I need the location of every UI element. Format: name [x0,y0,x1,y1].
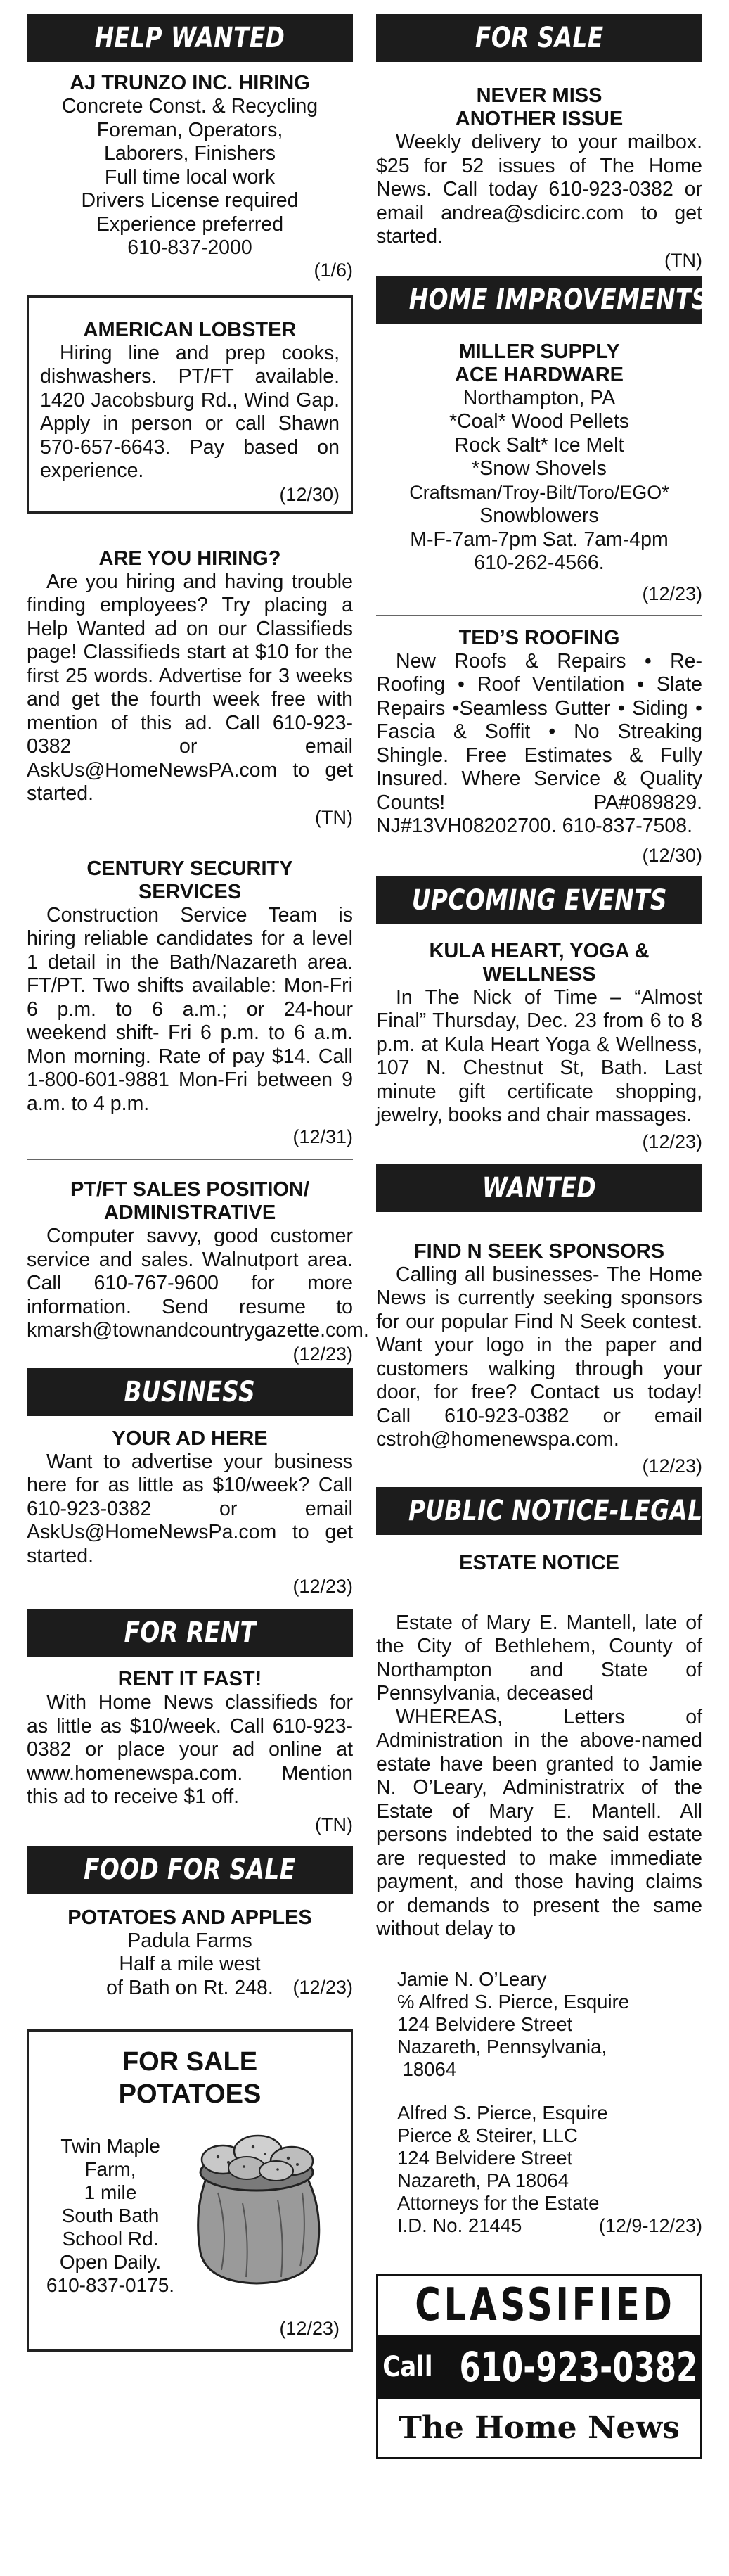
logo-classified-word: CLASSIFIED [415,2278,676,2331]
business-banner: BUSINESS [27,1368,353,1416]
food-for-sale-banner: FOOD FOR SALE [27,1846,353,1894]
ad-line: 1 mile [84,2181,137,2203]
ad-code: (12/23) [642,582,702,604]
ad-title: KULA HEART, YOGA & [429,939,650,962]
ad-line: Snowblowers [479,504,599,527]
ad-title: AJ TRUNZO INC. HIRING [70,72,310,94]
ad-line: Rock Salt* Ice Melt [454,433,624,457]
ad-line: Farm, [84,2158,136,2180]
ad-code: (12/30) [279,483,340,505]
ad-never-miss [376,84,702,272]
ad-code: (12/23) [279,2318,340,2339]
ad-your-ad-here [27,1427,353,1598]
potato-ad-text [40,2134,181,2297]
ad-code: (TN) [664,249,702,271]
ad-line: Laborers, Finishers [104,142,276,165]
left-column [27,14,369,2352]
ad-title: WELLNESS [482,962,596,986]
ad-title: POTATOES [118,2079,262,2109]
home-improvements-banner: HOME IMPROVEMENTS [376,276,702,324]
ad-title: AMERICAN LOBSTER [83,318,297,341]
address-line: ℅ Alfred S. Pierce, Esquire [397,1990,630,2013]
ad-body: Computer savvy, good customer service and sales. Walnutport area. Call 610-767-9600 for more information. Send resume to kmarsh@townandcountrygazette.com. [27,1225,369,1341]
classified-logo [376,2274,702,2459]
ad-code: (TN) [315,1813,353,1835]
address-line: 124 Belvidere Street [397,2146,573,2169]
ad-estate-notice [376,1552,702,2237]
logo-paper-name: The Home News [399,2409,680,2446]
ad-phone: 610-262-4566. [474,551,605,574]
ad-line: *Snow Shovels [472,457,607,480]
ad-code: (12/23) [292,1576,353,1597]
ad-body: With Home News classifieds for as little as $10/week. Call 610-923-0382 or place your ad online at www.homenewspa.com. Mention this ad to receive $1 off. [27,1691,353,1808]
ad-line: Concrete Const. & Recycling [61,95,318,117]
ad-code: (12/23) [292,1343,353,1365]
ad-title: ANOTHER ISSUE [455,108,624,130]
ad-line: Foreman, Operators, [96,118,283,141]
ad-line: Padula Farms [127,1929,252,1952]
ad-body: Hiring line and prep cooks, dishwashers. PT/FT available. 1420 Jacobsburg Rd., Wind Gap. Apply in person or call Shawn 570-657-6643. Pay based on experience. [40,341,340,482]
ad-line: Drivers License required [81,189,299,212]
wanted-banner: WANTED [376,1164,702,1212]
address-line: Nazareth, Pennsylvania, [397,2035,607,2058]
separator [27,1159,353,1160]
ad-phone: 610-837-0175. [46,2274,175,2296]
ad-code: (12/30) [642,844,702,866]
ad-american-lobster [27,295,353,514]
ad-title: POTATOES AND APPLES [67,1906,312,1929]
ad-phone: 610-837-2000 [127,236,252,259]
ad-title: YOUR AD HERE [112,1427,268,1450]
ad-body: Are you hiring and having trouble finding employees? Try placing a Help Wanted ad on our Classifieds page! Classifieds start at $10 for the first 25 words. Advertise for 3 weeks and get the fourth week free with mention of this ad. Call 610-923-0382 or email AskUs@HomeNewsPA.com to get started. [27,570,353,805]
ad-for-sale-potatoes [27,2029,353,2352]
ad-title: ADMINISTRATIVE [103,1201,276,1224]
ad-code: (1/6) [314,259,353,281]
ad-line: of Bath on Rt. 248. [106,1976,273,1999]
ad-title: CENTURY SECURITY [86,857,293,880]
ad-body: In The Nick of Time – “Almost Final” Thursday, Dec. 23 from 6 to 8 p.m. at Kula Heart Yoga & Wellness, 107 N. Chestnut St, Bath. Last minute gift certificate shopping, jewelry, books and chair massages. [376,986,702,1126]
help-wanted-banner: HELP WANTED [27,14,353,62]
ad-code: (12/31) [292,1126,353,1147]
ad-century-security [27,857,353,1149]
address-line: Pierce & Steirer, LLC [397,2124,578,2146]
ad-body: New Roofs & Repairs • Re-Roofing • Roof Ventilation • Slate Repairs •Seamless Gutter • Siding • Fascia & Soffit • No Streaking Shingle. Free Estimates & Fully Insured. Where Service & Quality Counts! PA#089829. NJ#13VH08202700. 610-837-7508. [376,649,702,837]
ad-code: (12/23) [292,1977,353,1998]
ad-title: NEVER MISS [476,84,602,107]
ad-title: RENT IT FAST! [117,1668,262,1690]
ad-line: School Rd. [62,2228,159,2250]
ad-title: ESTATE NOTICE [459,1551,619,1574]
ad-find-n-seek [376,1240,702,1477]
address-line: Jamie N. O’Leary [397,1968,547,1990]
ad-line: South Bath [61,2205,160,2226]
ad-line: Full time local work [104,165,276,189]
ad-title: TED’S ROOFING [458,626,620,649]
ad-title: FOR SALE [122,2047,258,2077]
ad-line: Open Daily. [59,2251,162,2273]
ad-body: Construction Service Team is hiring reliable candidates for a level 1 detail in the Bath/Nazareth area. FT/PT. Two shifts available: Mon-Fri 6 p.m. to 6 a.m.; or 24-hour weekend shift- Fri 6 p.m. to 6 a.m. Mon morning. Rate of pay $14. Call 1-800-601-9881 Mon-Fri between 9 a.m. to 4 p.m. [27,903,353,1115]
ad-code: (TN) [315,806,353,828]
ad-title: ACE HARDWARE [454,363,624,386]
logo-call-bar [378,2335,700,2399]
ad-line: M-F-7am-7pm Sat. 7am-4pm [410,528,669,551]
ad-sales-position [27,1178,369,1365]
ad-teds-roofing [376,627,702,867]
ad-title: SERVICES [138,880,242,903]
address-line: 18064 [397,2058,457,2080]
ad-line: Half a mile west [119,1953,261,1975]
address-line: Alfred S. Pierce, Esquire [397,2101,608,2124]
logo-call-label: Call [382,2351,433,2383]
ad-kula-heart [376,940,702,1153]
address-line: Nazareth, PA 18064 [397,2169,569,2191]
upcoming-events-banner: UPCOMING EVENTS [376,876,702,924]
ad-aj-trunzo [27,72,353,281]
ad-code: (12/23) [642,1130,702,1152]
ad-title: ARE YOU HIRING? [98,547,281,570]
ad-line: Northampton, PA [463,386,616,409]
ad-line: *Coal* Wood Pellets [449,410,630,433]
ad-line: Twin Maple [60,2135,160,2157]
ad-title: MILLER SUPPLY [458,340,620,363]
ad-potatoes-apples [27,1906,353,1999]
separator [376,615,702,616]
public-notice-banner: PUBLIC NOTICE-LEGAL [376,1487,702,1535]
address-block [376,1968,702,2081]
ad-body: Want to advertise your business here for as little as $10/week? Call 610-923-0382 or email AskUs@HomeNewsPa.com to get started. [27,1450,353,1567]
address-line: 124 Belvidere Street [397,2013,573,2035]
ad-miller-supply [376,340,702,605]
ad-rent-it-fast [27,1668,353,1836]
ad-title: FIND N SEEK SPONSORS [413,1239,665,1263]
ad-code: (12/23) [642,1455,702,1477]
potato-sack-icon [179,2126,334,2288]
potato-ad-body [40,2134,340,2345]
for-rent-banner: FOR RENT [27,1609,353,1657]
ad-body: WHEREAS, Letters of Administration in the above-named estate have been granted to Jamie N. O’Leary, Administratrix of the Estate of Mary E. Mantell. All persons indebted to the said estate are requested to make immediate payment, and those having claims or demands to present the same without delay to [376,1705,702,1940]
ad-are-you-hiring [27,547,353,829]
ad-line: Experience preferred [96,212,284,236]
ad-body: Calling all businesses- The Home News is currently seeking sponsors for our popular Find N Seek contest. Want your logo in the paper and customers walking through your door, for free? Contact us today! Call 610-923-0382 or email cstroh@homenewspa.com. [376,1263,702,1450]
right-column [376,14,709,2459]
address-line: I.D. No. 21445 [397,2214,522,2236]
address-line: Attorneys for the Estate [397,2191,600,2214]
ad-body: Weekly delivery to your mailbox. $25 for 52 issues of The Home News. Call today 610-923-0382 or email andrea@sdicirc.com to get started. [376,131,702,248]
for-sale-banner: FOR SALE [376,14,702,62]
ad-line: Craftsman/Troy-Bilt/Toro/EGO* [409,481,669,503]
ad-code: (12/9-12/23) [598,2214,702,2236]
logo-call-phone: 610-923-0382 [459,2343,698,2391]
ad-body: Estate of Mary E. Mantell, late of the City of Bethlehem, County of Northampton and State of Pennsylvania, deceased [376,1611,702,1704]
ad-title: PT/FT SALES POSITION/ [70,1178,309,1201]
